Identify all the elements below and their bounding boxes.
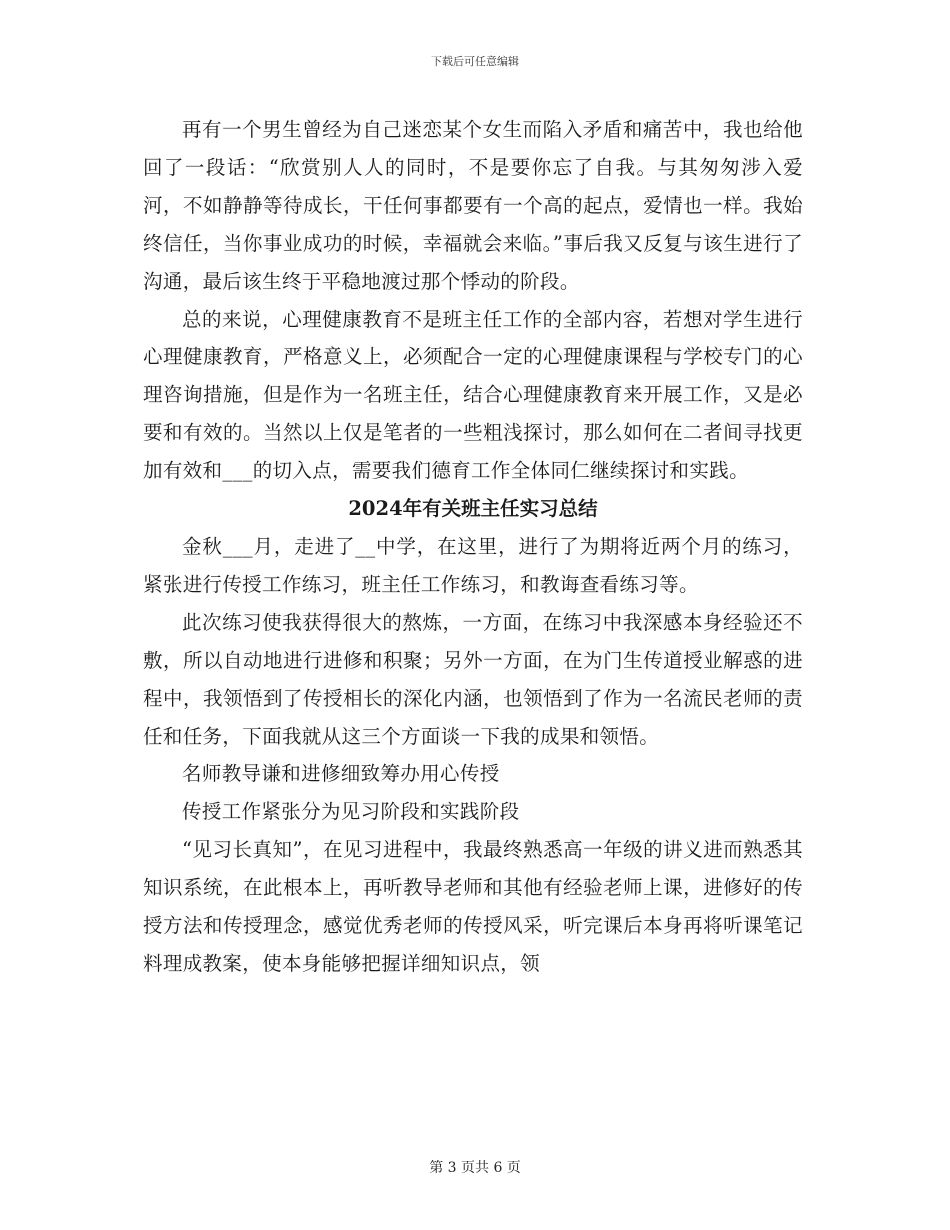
paragraph-conclusion: 总的来说，心理健康教育不是班主任工作的全部内容，若想对学生进行心理健康教育，严格意义上，必须配合一定的心理健康课程与学校专门的心理咨询措施，但是作为一名班主任，结合心理健康教育来开展工作，又是必要和有效的。当然以上仅是笔者的一些粗浅探讨，那么如何在二者间寻找更加有效和___的切入点，需要我们德育工作全体同仁继续探讨和实践。	[143, 307, 803, 483]
page-header: 下载后可任意编辑	[431, 55, 519, 68]
document-body	[143, 111, 803, 983]
paragraph-internship-gains: 此次练习使我获得很大的熬炼，一方面，在练习中我深感本身经验还不敷，所以自动地进行进修和积聚；另外一方面，在为门生传道授业解惑的进程中，我领悟到了传授相长的深化内涵，也领悟到了作为一名流民老师的责任和任务，下面我就从这三个方面谈一下我的成果和领悟。	[143, 610, 803, 748]
paragraph-male-student-story: 再有一个男生曾经为自己迷恋某个女生而陷入矛盾和痛苦中，我也给他回了一段话：“欣赏别人人的同时，不是要你忘了自我。与其匆匆涉入爱河，不如静静等待成长，干任何事都要有一个高的起点，爱情也一样。我始终信任，当你事业成功的时候，幸福就会来临。”事后我又反复与该生进行了沟通，最后该生终于平稳地渡过那个悸动的阶段。	[143, 118, 803, 293]
section-heading: 2024年有关班主任实习总结	[348, 497, 598, 521]
page-number-footer: 第 3 页共 6 页	[429, 1160, 521, 1176]
subheading-teaching-phases: 传授工作紧张分为见习阶段和实践阶段	[182, 800, 520, 824]
subheading-teaching: 名师教导谦和进修细致筹办用心传授	[182, 762, 500, 786]
paragraph-observation-phase: “见习长真知”，在见习进程中，我最终熟悉高一年级的讲义进而熟悉其知识系统，在此根本上，再听教导老师和其他有经验老师上课，进修好的传授方法和传授理念，感觉优秀老师的传授风采，听完课后本身再将听课笔记料理成教案，使本身能够把握详细知识点，领	[143, 838, 803, 975]
paragraph-internship-intro: 金秋___月，走进了__中学，在这里，进行了为期将近两个月的练习，紧张进行传授工作练习，班主任工作练习，和教诲查看练习等。	[143, 534, 803, 596]
